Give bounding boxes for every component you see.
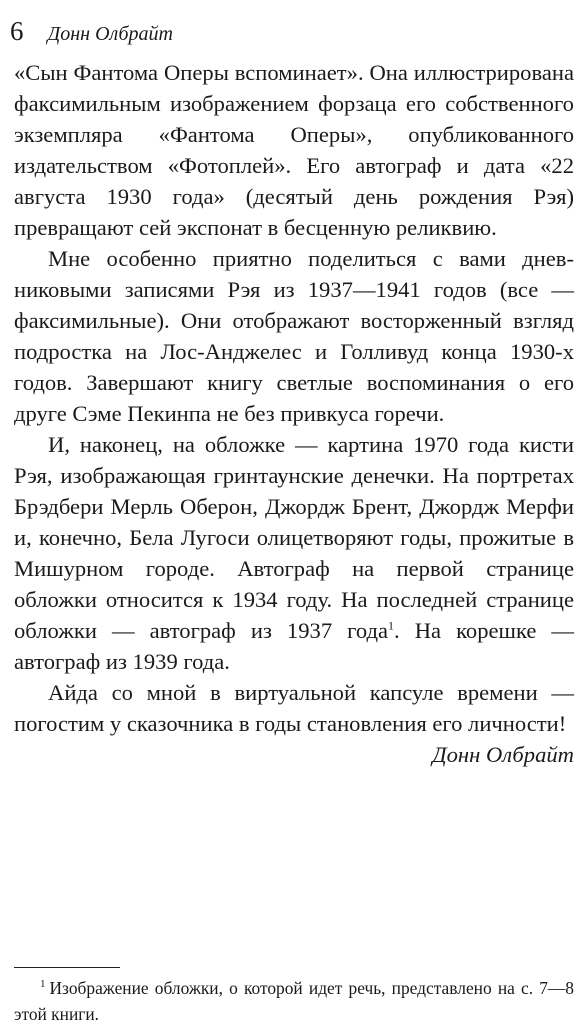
paragraph-4	[14, 677, 574, 739]
running-head-author: Донн Олбрайт	[47, 23, 173, 45]
text-line: ликвию.	[417, 215, 497, 240]
paragraph-3	[14, 429, 574, 677]
text-line: кисти Рэя, изображающая гринтаунские денечки. На	[14, 432, 575, 488]
footnote-reference[interactable]: 1	[388, 618, 395, 633]
text-line: рована факсимильным изображением форзаца его	[14, 60, 574, 116]
footnote-line: лено на с. 7—8 этой книги.	[14, 978, 574, 1024]
text-line: факсимильные). Они отображают восторженный	[14, 308, 502, 333]
page-number: 6	[10, 16, 24, 46]
paragraph-1	[14, 57, 574, 243]
text-line: о его друге Сэме Пекинпа не без привкуса горечи.	[14, 370, 574, 426]
text-fragment: . На корешке — автограф из 1939 года.	[14, 618, 575, 674]
text-line: И, наконец, на обложке — картина 1970 года	[48, 432, 510, 457]
footnote	[14, 975, 574, 1027]
text-line: Джордж Мерфи и, конечно, Бела Лугоси олицетво	[14, 494, 574, 550]
text-line: собственного экземпляра «Фантома Оперы», опубли	[14, 91, 574, 147]
text-line: ния Рэя) превращают сей экспонат в бесценную ре	[14, 184, 575, 240]
page-header	[10, 14, 173, 48]
text-line: погостим у сказочника в годы становления его лич	[14, 711, 503, 736]
text-line: взгляд подростка на Лос-Анджелес и Голливуд конца	[14, 308, 574, 364]
text-line: ряют годы, прожитые в Мишурном городе. Автограф	[14, 525, 574, 581]
text-line: никовыми записями Рэя из 1937—1941 годов (все —	[14, 277, 574, 302]
text-line: Мне особенно приятно поделиться с вами днев	[48, 246, 574, 271]
footnote-marker: 1	[40, 978, 46, 991]
text-line: кованного издательством «Фотоплей». Его автограф	[14, 122, 574, 178]
text-line: на первой странице обложки относится к 1934 году.	[14, 556, 575, 612]
body-text	[14, 57, 574, 770]
text-line: «Сын Фантома Оперы вспоминает». Она иллюстри	[14, 60, 509, 85]
text-fragment: 1937 года	[286, 618, 389, 643]
text-line: и дата «22 августа 1930 года» (десятый день рожде	[14, 153, 574, 209]
text-line: Айда со мной в виртуальной капсуле времени —	[48, 680, 574, 705]
text-line: ности!	[502, 711, 567, 736]
footnote-line: Изображение обложки, о которой идет речь, представ	[49, 978, 458, 998]
author-signature: Донн Олбрайт	[432, 742, 574, 767]
text-line: портретах Брэдбери Мерль Оберон, Джордж Брент,	[14, 463, 574, 519]
text-line: На последней странице обложки — автограф из	[14, 587, 575, 643]
text-line: 1930-х годов. Завершают книгу светлые воспоминания	[14, 339, 574, 395]
paragraph-2	[14, 243, 574, 429]
footnote-divider	[14, 967, 120, 968]
